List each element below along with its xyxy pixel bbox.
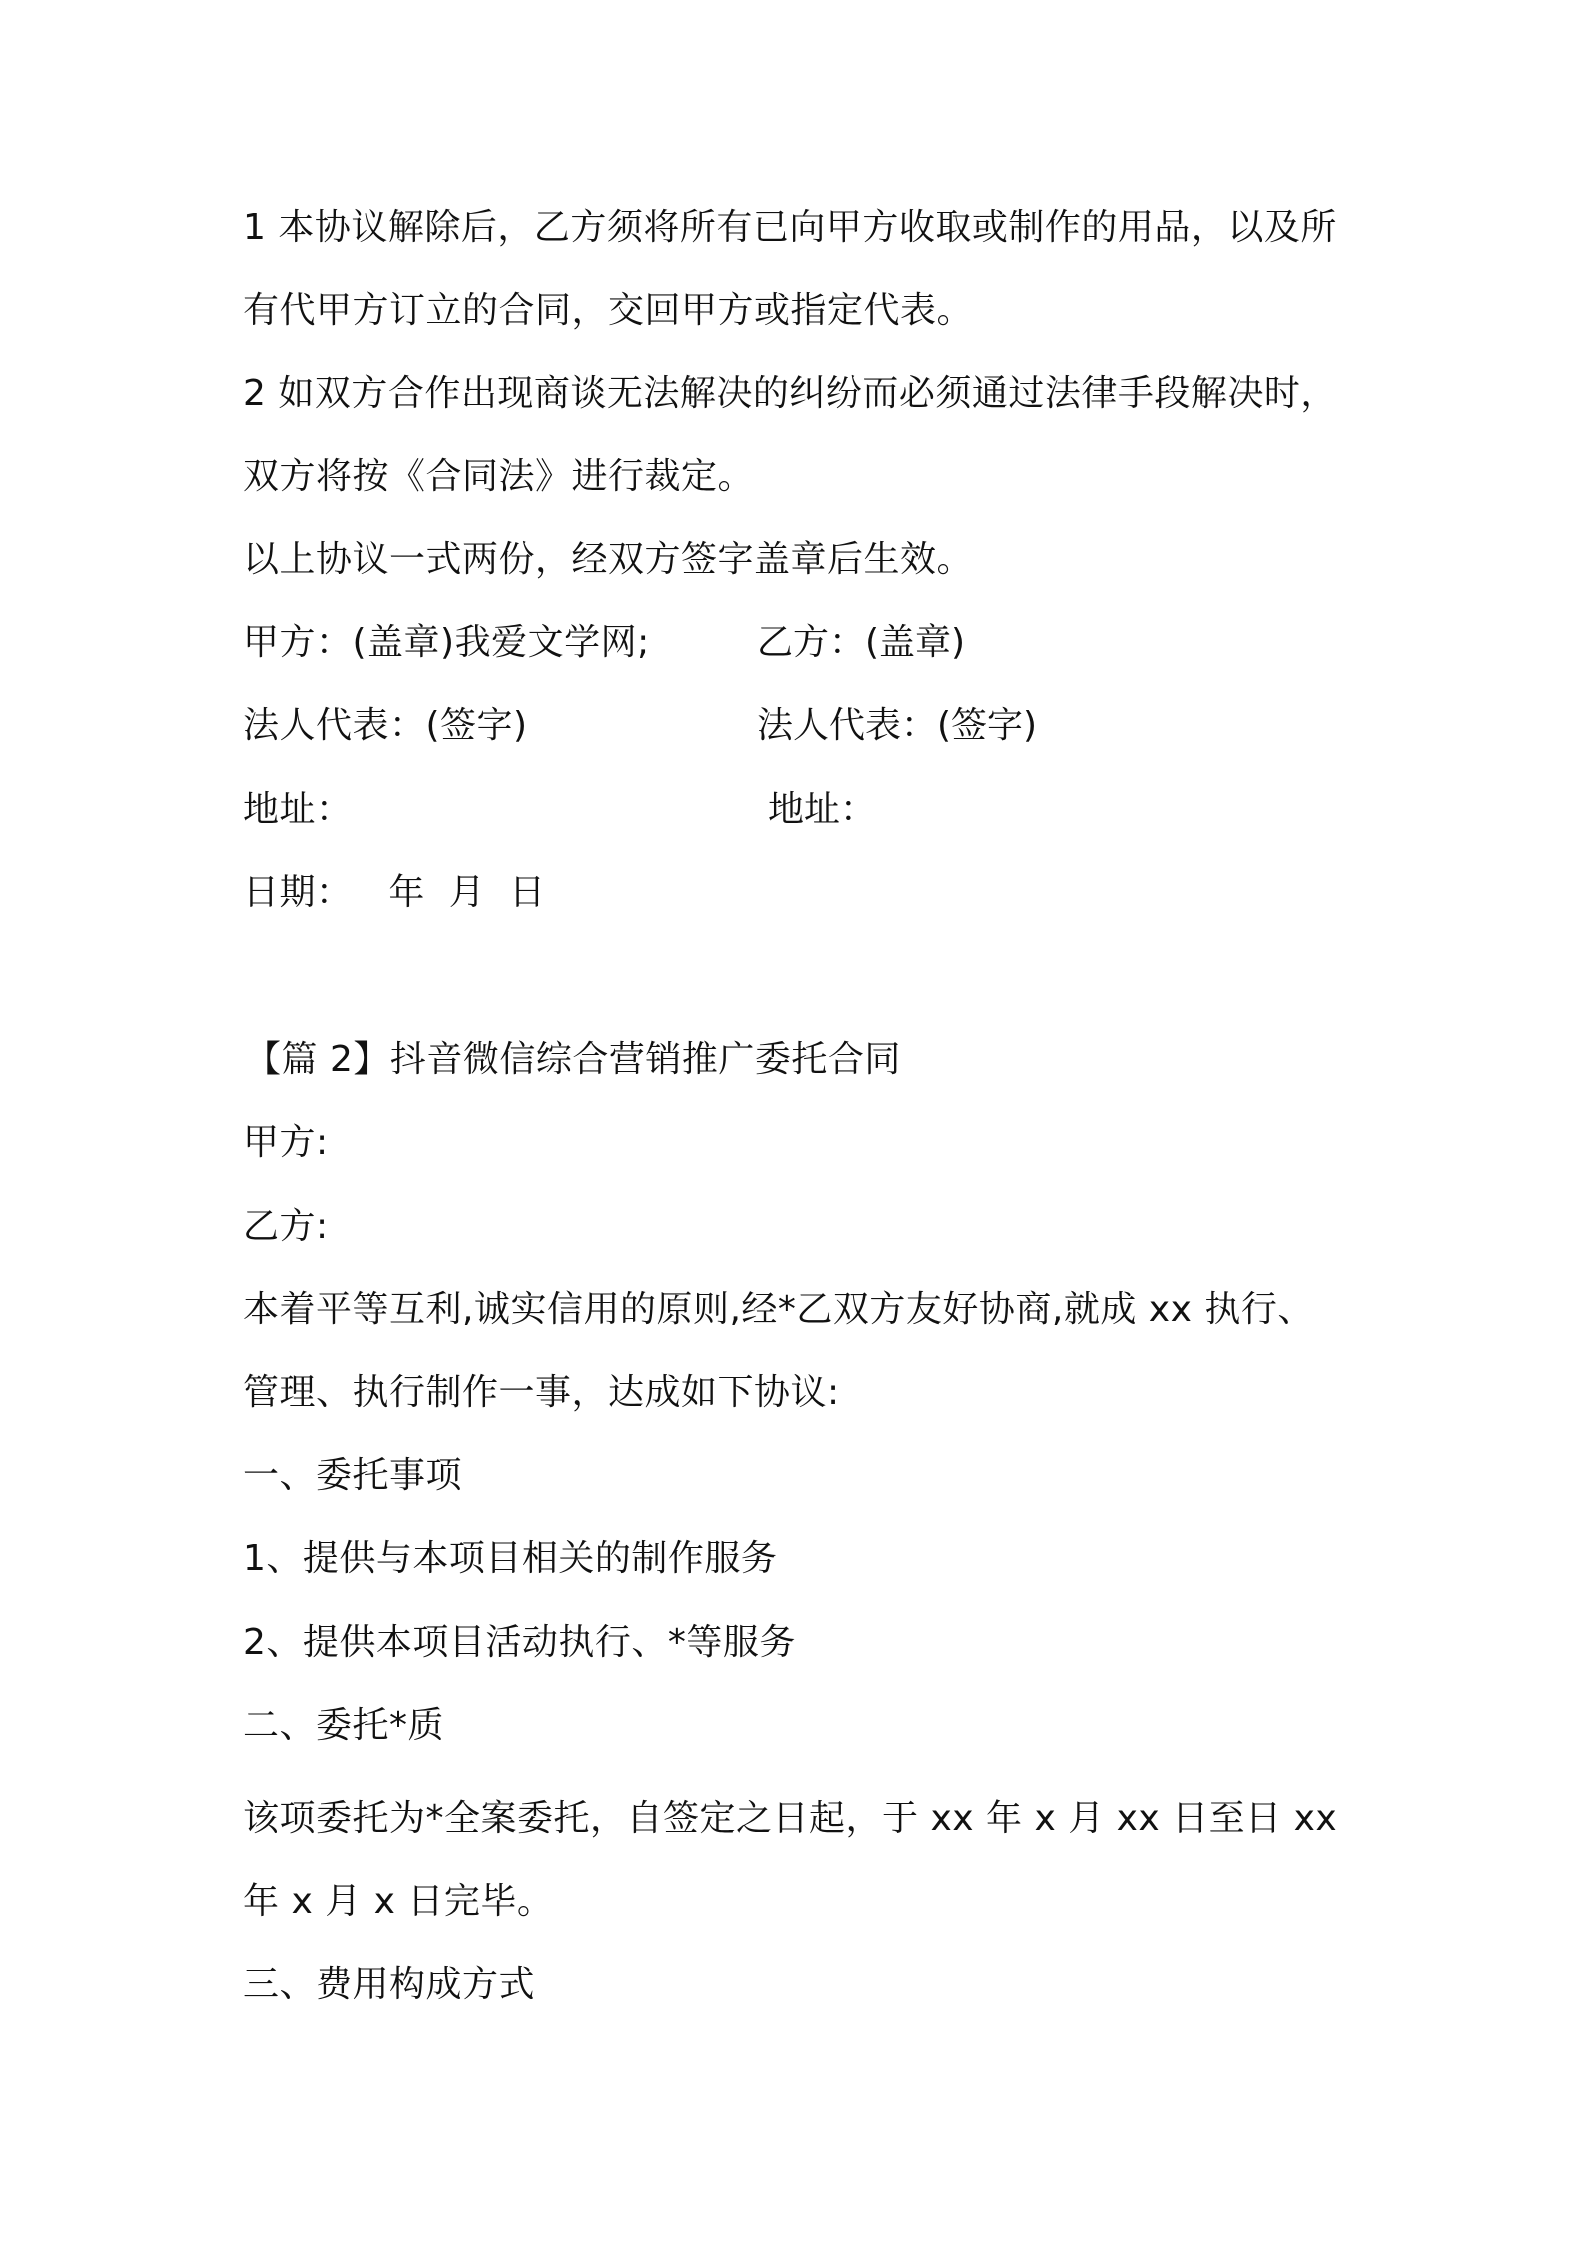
party-b-rep: 法人代表：(签字) [757,705,1038,746]
intro-line1: 本着平等互利,诚实信用的原则,经*乙双方友好协商,就成 xx 执行、 [243,1289,1314,1330]
section2-line2: 年 x 月 x 日完毕。 [243,1881,554,1922]
part2-title: 【篇 2】抖音微信综合营销推广委托合同 [245,1039,901,1080]
part2-party-b: 乙方: [243,1206,329,1247]
effect-statement: 以上协议一式两份，经双方签字盖章后生效。 [243,539,974,580]
section1-heading: 一、委托事项 [243,1455,463,1496]
section1-item2: 2、提供本项目活动执行、*等服务 [243,1622,796,1663]
clause2-line1: 2 如双方合作出现商谈无法解决的纠纷而必须通过法律手段解决时， [243,373,1337,414]
party-a-address: 地址： [243,789,353,830]
party-a-rep: 法人代表：(签字) [243,705,528,746]
section1-item1: 1、提供与本项目相关的制作服务 [243,1538,778,1579]
section2-heading: 二、委托*质 [243,1705,445,1746]
party-a-seal: 甲方：(盖章)我爱文学网; [243,622,650,663]
clause2-line2: 双方将按《合同法》进行裁定。 [243,456,755,497]
clause1-line2: 有代甲方订立的合同，交回甲方或指定代表。 [243,290,974,331]
signing-date: 日期： 年 月 日 [243,872,546,913]
party-b-address: 地址： [768,789,877,830]
party-b-seal: 乙方：(盖章) [757,622,966,663]
section2-line1: 该项委托为*全案委托，自签定之日起，于 xx 年 x 月 xx 日至日 xx [243,1798,1338,1839]
clause1-line1: 1 本协议解除后，乙方须将所有已向甲方收取或制作的用品，以及所 [243,207,1337,248]
section3-heading: 三、费用构成方式 [243,1964,536,2005]
part2-party-a: 甲方: [243,1122,329,1163]
intro-line2: 管理、执行制作一事，达成如下协议: [243,1372,840,1413]
